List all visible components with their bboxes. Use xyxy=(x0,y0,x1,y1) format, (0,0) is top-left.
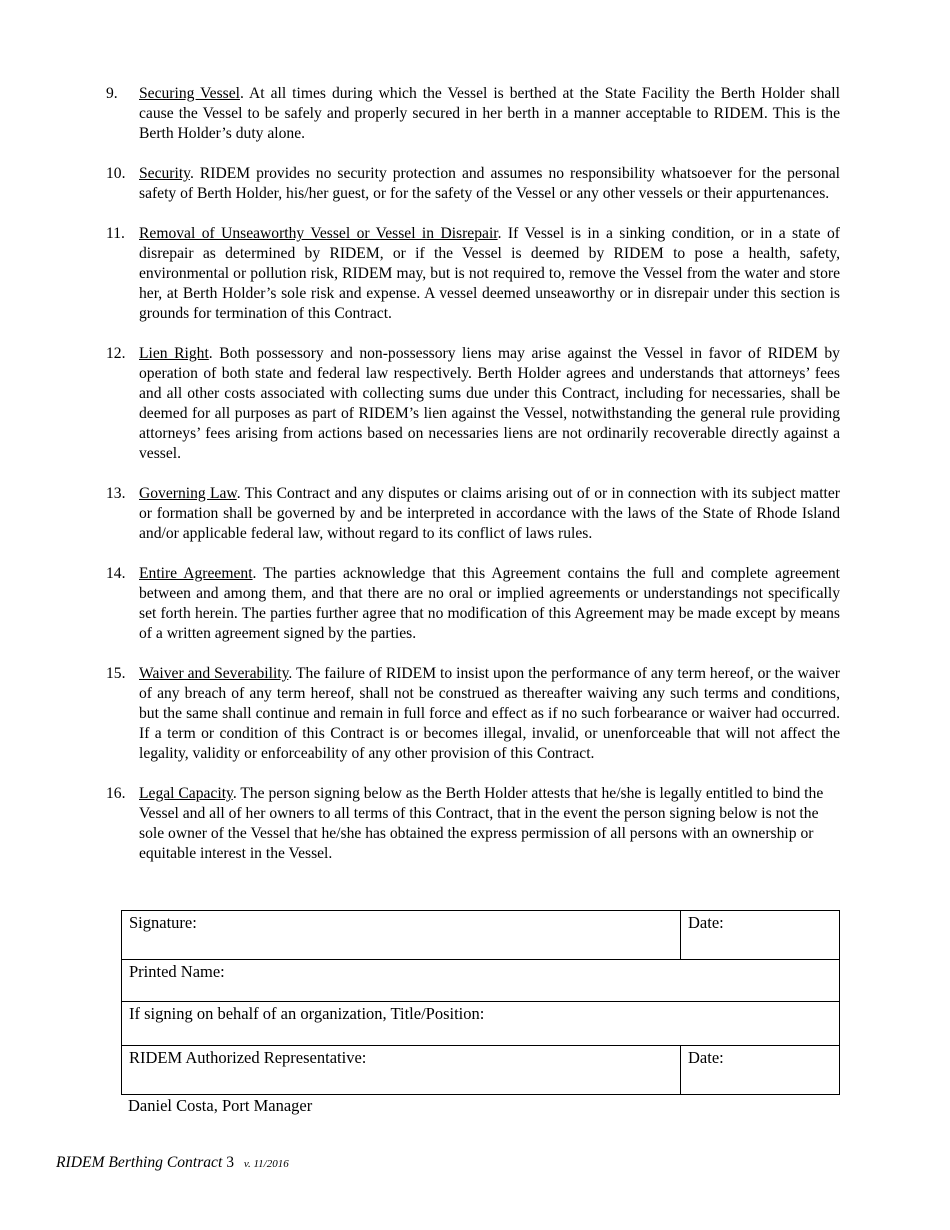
clause-heading: Legal Capacity xyxy=(139,785,233,802)
clause-body: . The parties acknowledge that this Agreement contains the full and complete agreement between and among them, and that there are no oral or implied agreements or understandings not specifically set forth herein. The parties further agree that no modification of this Agreement may be made except by means of a written agreement signed by the parties. xyxy=(139,565,840,642)
clause-14 xyxy=(106,564,840,644)
version-label: v. 11/2016 xyxy=(243,1158,289,1170)
clause-heading: Lien Right xyxy=(139,345,209,362)
clause-12 xyxy=(106,344,840,464)
ridem-representative-label: RIDEM Authorized Representative: xyxy=(129,1048,367,1067)
title-position-label: If signing on behalf of an organization, Title/Position: xyxy=(129,1004,485,1023)
clause-heading: Governing Law xyxy=(139,485,237,502)
date-field-1[interactable] xyxy=(681,911,840,960)
ridem-representative-field[interactable] xyxy=(122,1046,681,1095)
clause-body: . The failure of RIDEM to insist upon the performance of any term hereof, or the waiver of any breach of any term hereof, shall not be construed as thereafter waiving any such terms and conditions, but the same shall continue and remain in full force and effect as if no such forbearance or waiver had occurred. If a term or condition of this Contract is or becomes illegal, invalid, or unenforceable that will not affect the legality, validity or enforceability of any other provision of this Contract. xyxy=(139,665,840,762)
printed-name-field[interactable] xyxy=(122,960,840,1002)
clause-body: . The person signing below as the Berth Holder attests that he/she is legally entitled to bind the Vessel and all of her owners to all terms of this Contract, that in the event the person signing below is not the sole owner of the Vessel that he/she has obtained the express permission of all persons with an ownership or equitable interest in the Vessel. xyxy=(139,785,824,862)
clause-body: . At all times during which the Vessel is berthed at the State Facility the Berth Holder shall cause the Vessel to be safely and properly secured in her berth in a manner acceptable to RIDEM. This is the Berth Holder’s duty alone. xyxy=(139,85,840,142)
clause-11 xyxy=(106,224,840,324)
clause-number: 9. xyxy=(106,85,118,102)
printed-name-label: Printed Name: xyxy=(129,962,225,981)
clause-number: 13. xyxy=(106,485,126,502)
page-number: 3 xyxy=(226,1154,235,1171)
clause-heading: Securing Vessel xyxy=(139,85,240,102)
clause-9 xyxy=(106,84,840,144)
clause-10 xyxy=(106,164,840,204)
clause-13 xyxy=(106,484,840,544)
clause-number: 10. xyxy=(106,165,126,182)
date-label: Date: xyxy=(688,1048,724,1067)
clause-number: 12. xyxy=(106,345,126,362)
clause-list xyxy=(106,84,840,884)
clause-body: . This Contract and any disputes or claims arising out of or in connection with its subject matter or formation shall be governed by and be interpreted in accordance with the laws of the State of Rhode Island and/or applicable federal law, without regard to its conflict of laws rules. xyxy=(139,485,840,542)
signature-label: Signature: xyxy=(129,913,197,932)
clause-heading: Removal of Unseaworthy Vessel or Vessel in Disrepair xyxy=(139,225,498,242)
date-field-2[interactable] xyxy=(681,1046,840,1095)
clause-heading: Waiver and Severability xyxy=(139,665,289,682)
clause-number: 11. xyxy=(106,225,125,242)
clause-heading: Security xyxy=(139,165,190,182)
signature-field[interactable] xyxy=(122,911,681,960)
clause-body: . RIDEM provides no security protection and assumes no responsibility whatsoever for the personal safety of Berth Holder, his/her guest, or for the safety of the Vessel or any other vessels or their appurtenances. xyxy=(139,165,840,202)
clause-body: . If Vessel is in a sinking condition, or in a state of disrepair as determined by RIDEM, or if the Vessel is deemed by RIDEM to pose a health, safety, environmental or pollution risk, RIDEM may, but is not required to, remove the Vessel from the water and store her, at Berth Holder’s sole risk and expense. A vessel deemed unseaworthy or in disrepair under this section is grounds for termination of this Contract. xyxy=(139,225,840,322)
port-manager-name: Daniel Costa, Port Manager xyxy=(128,1096,313,1115)
clause-heading: Entire Agreement xyxy=(139,565,253,582)
title-position-field[interactable] xyxy=(122,1002,840,1046)
page-footer xyxy=(56,1154,289,1172)
clause-number: 15. xyxy=(106,665,126,682)
signature-table xyxy=(121,910,840,1095)
clause-15 xyxy=(106,664,840,764)
clause-body: . Both possessory and non-possessory liens may arise against the Vessel in favor of RIDEM by operation of both state and federal law respectively. Berth Holder agrees and understands that attorneys’ fees and all other costs associated with collecting sums due under this Contract, including for necessaries, shall be deemed for all purposes as part of RIDEM’s lien against the Vessel, notwithstanding the general rule providing attorneys’ fees arising from actions based on necessaries liens are not ordinarily recoverable directly against a vessel. xyxy=(139,345,840,462)
date-label: Date: xyxy=(688,913,724,932)
clause-16 xyxy=(106,784,844,864)
clause-number: 16. xyxy=(106,785,126,802)
footer-title: RIDEM Berthing Contract xyxy=(56,1154,223,1171)
clause-number: 14. xyxy=(106,565,126,582)
